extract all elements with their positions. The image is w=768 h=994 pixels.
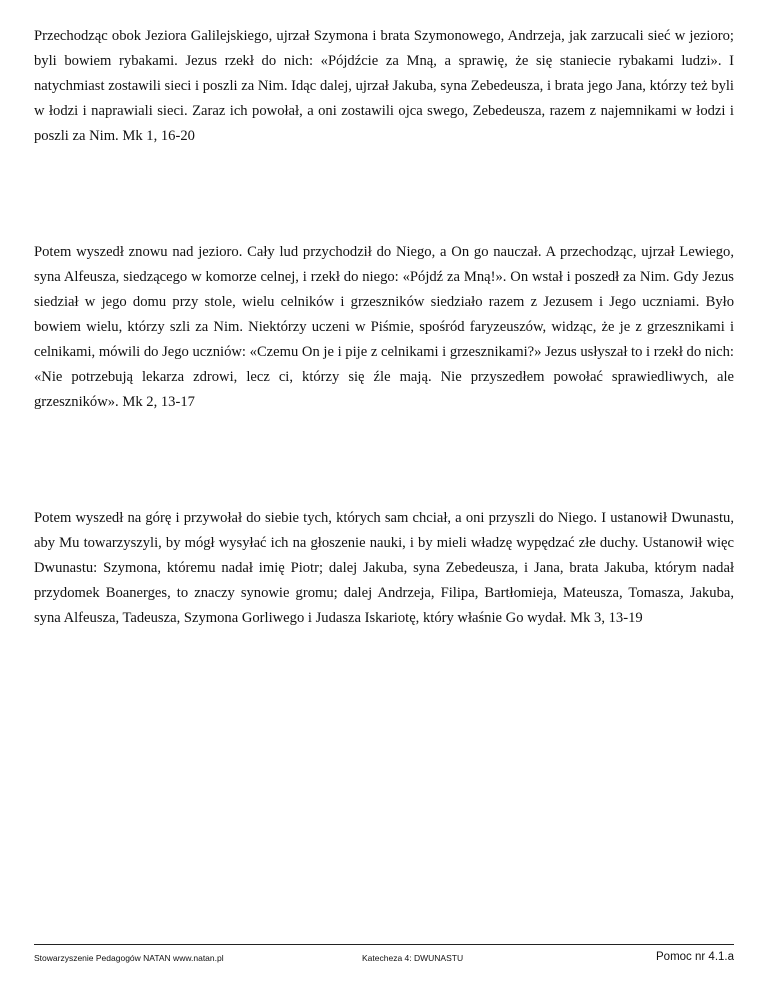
- passage-text: Przechodząc obok Jeziora Galilejskiego, ujrzał Szymona i brata Szymonowego, Andrzeja, jak zarzucali sieć w jezioro; byli bowiem rybakami. Jezus rzekł do nich: «Pójdźcie za Mną, a sprawię, że się staniecie rybakami ludzi». I natychmiast zostawili sieci i poszli za Nim. Idąc dalej, ujrzał Jakuba, syna Zebedeusza, i brata jego Jana, którzy też byli w łodzi i naprawiali sieci. Zaraz ich powołał, a oni zostawili ojca swego, Zebedeusza, razem z najemnikami w łodzi i poszli za Nim.: [34, 28, 734, 144]
- passage-text: Potem wyszedł na górę i przywołał do siebie tych, których sam chciał, a oni przyszli do Niego. I ustanowił Dwunastu, aby Mu towarzyszyli, by mógł wysyłać ich na głoszenie nauki, i by mieli władzę wypędzać złe duchy. Ustanowił więc Dwunastu: Szymona, któremu nadał imię Piotr; dalej Jakuba, syna Zebedeusza, i Jana, brata Jakuba, którym nadał przydomek Boanerges, to znaczy synowie gromu; dalej Andrzeja, Filipa, Bartłomieja, Mateusza, Tomasza, Jakuba, syna Alfeusza, Tadeusza, Szymona Gorliwego i Judasza Iskariotę, który właśnie Go wydał.: [34, 510, 734, 626]
- passage-mk-3: [34, 506, 734, 631]
- scripture-reference: Mk 1, 16-20: [122, 128, 195, 144]
- passage-mk-1: [34, 24, 734, 149]
- passage-text: Potem wyszedł znowu nad jezioro. Cały lud przychodził do Niego, a On go nauczał. A przechodząc, ujrzał Lewiego, syna Alfeusza, siedzącego w komorze celnej, i rzekł do niego: «Pójdź za Mną!». On wstał i poszedł za Nim. Gdy Jezus siedział w jego domu przy stole, wielu celników i grzeszników siedziało razem z Jezusem i Jego uczniami. Było bowiem wielu, którzy szli za Nim. Niektórzy uczeni w Piśmie, spośród faryzeuszów, widząc, że je z grzesznikami i celnikami, mówili do Jego uczniów: «Czemu On je i pije z celnikami i grzesznikami?» Jezus usłyszał to i rzekł do nich: «Nie potrzebują lekarza zdrowi, lecz ci, którzy się źle mają. Nie przyszedłem powołać sprawiedliwych, ale grzeszników».: [34, 244, 734, 410]
- passage-mk-2: [34, 240, 734, 415]
- footer-aid-number: Pomoc nr 4.1.a: [656, 951, 734, 963]
- scripture-reference: Mk 2, 13-17: [122, 394, 195, 410]
- page-footer: [34, 944, 734, 969]
- scripture-reference: Mk 3, 13-19: [570, 610, 643, 626]
- footer-catechesis-title: Katecheza 4: DWUNASTU: [362, 953, 464, 963]
- footer-organization: Stowarzyszenie Pedagogów NATAN www.natan.pl: [34, 953, 224, 963]
